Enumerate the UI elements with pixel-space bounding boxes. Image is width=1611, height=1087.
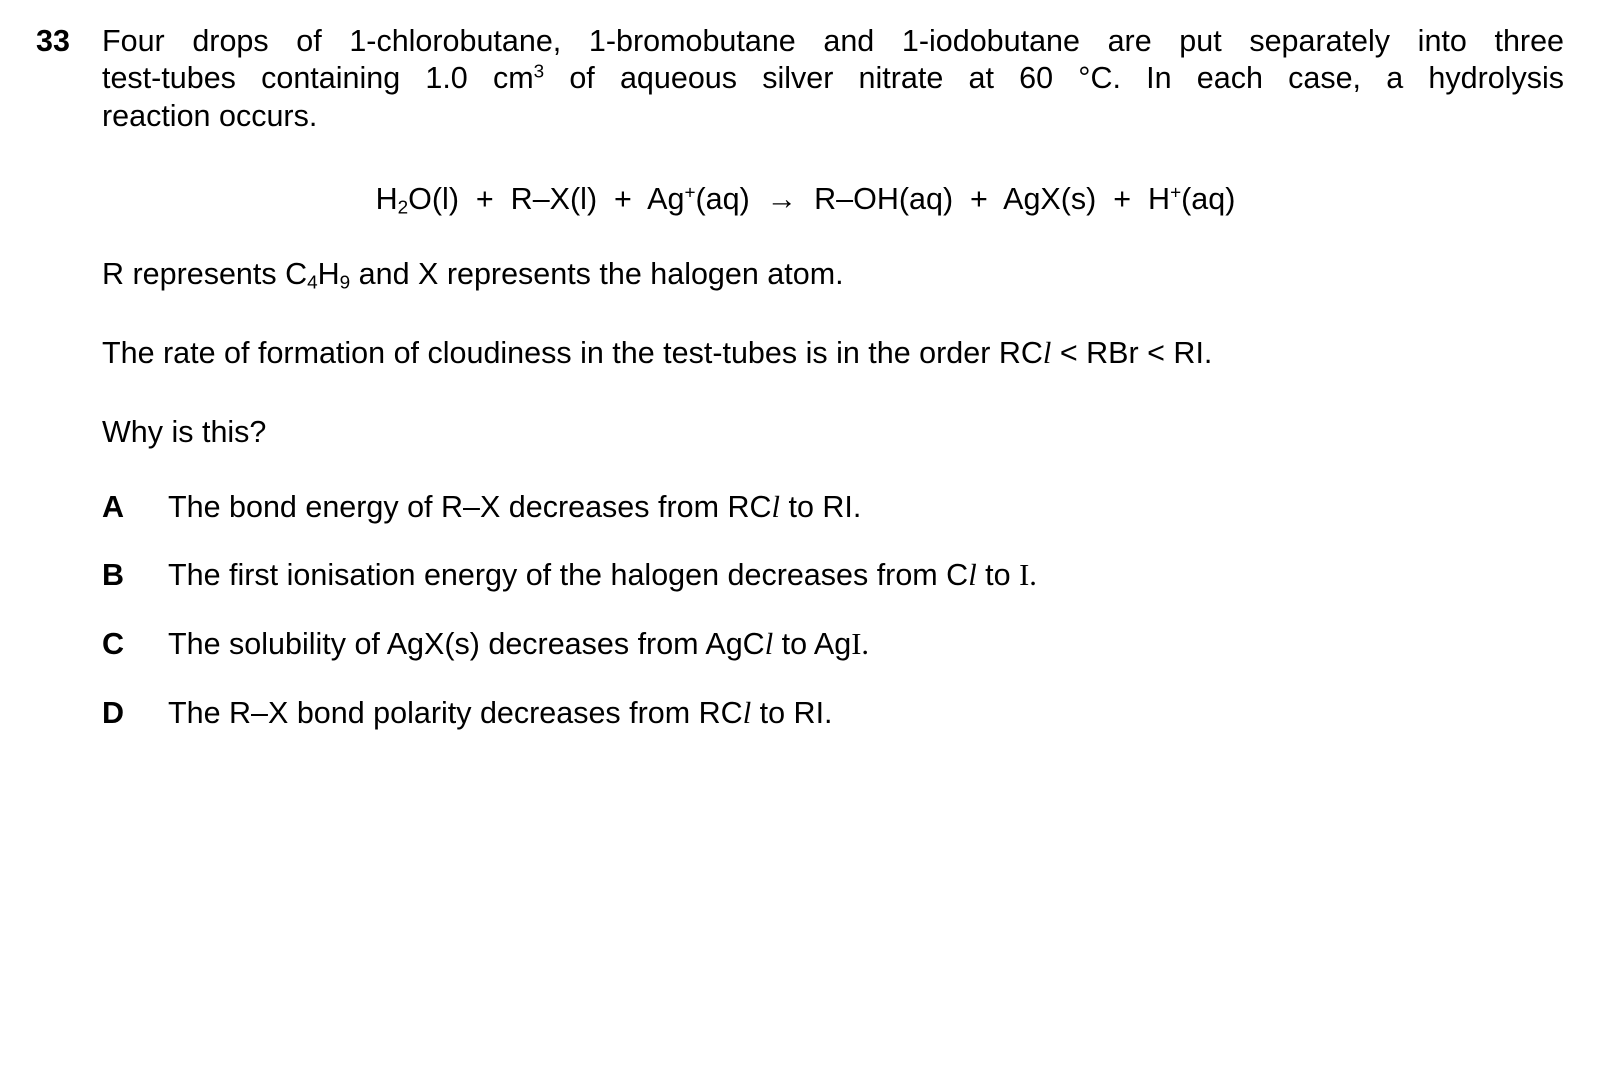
question-number: 33 [36, 24, 70, 58]
option-text-a: The solubility of AgX(s) decreases from AgC [168, 627, 765, 661]
option-chlorine-l: l [764, 627, 774, 661]
rate-statement [102, 335, 1212, 372]
option-letter: A [102, 490, 125, 524]
equation-subscript-1: 2 [397, 197, 409, 219]
equation-superscript-1: + [684, 182, 696, 204]
option-text [168, 557, 1037, 594]
r-def-subscript-1: 4 [307, 272, 318, 294]
question-stem-line-1 [102, 23, 1564, 60]
option-text-c: I. [851, 627, 869, 661]
rate-chlorine-l: l [1042, 336, 1052, 370]
equation-superscript-2: + [1170, 182, 1182, 204]
stem-text-2b: of aqueous silver nitrate at 60 °C. In each case, a hydrolysis [544, 61, 1564, 95]
option-letter: D [102, 696, 125, 730]
question-prompt: Why is this? [102, 415, 267, 449]
reaction-equation [0, 181, 1611, 218]
r-def-text-b: H [317, 257, 340, 291]
rate-text-a: The rate of formation of cloudiness in the test-tubes is in the order RC [102, 336, 1043, 370]
equation-part-1: H [375, 182, 398, 216]
equation-part-4: (aq) [1181, 182, 1236, 216]
option-text-b: to RI. [751, 696, 833, 730]
option-chlorine-l: l [771, 490, 781, 524]
option-text-c: I. [1019, 558, 1037, 592]
option-text-b: to Ag [773, 627, 852, 661]
r-def-text-a: R represents C [102, 257, 308, 291]
option-text [168, 626, 869, 663]
equation-part-2: O(l) + R–X(l) + Ag [408, 182, 685, 216]
option-text-a: The R–X bond polarity decreases from RC [168, 696, 743, 730]
r-def-text-c: and X represents the halogen atom. [350, 257, 844, 291]
stem-text-2a: test-tubes containing 1.0 cm [102, 61, 534, 95]
equation-part-3: (aq) → R–OH(aq) + AgX(s) + H [695, 182, 1171, 216]
option-text [168, 695, 833, 732]
option-text-b: to [976, 558, 1020, 592]
r-def-subscript-2: 9 [339, 272, 351, 294]
option-text-a: The first ionisation energy of the halogen decreases from C [168, 558, 969, 592]
option-chlorine-l: l [742, 696, 752, 730]
option-letter: C [102, 627, 125, 661]
r-definition [102, 256, 844, 293]
question-stem-line-2 [102, 60, 1564, 97]
cubic-superscript: 3 [533, 61, 545, 83]
rate-text-b: < RBr < RI. [1051, 336, 1213, 370]
option-text-a: The bond energy of R–X decreases from RC [168, 490, 772, 524]
option-text [168, 489, 861, 526]
stem-text-1: Four drops of 1-chlorobutane, 1-bromobutane and 1-iodobutane are put separately into three [102, 24, 1564, 58]
question-stem-line-3: reaction occurs. [102, 99, 318, 133]
option-chlorine-l: l [968, 558, 977, 592]
option-letter: B [102, 558, 125, 592]
option-text-b: to RI. [780, 490, 862, 524]
